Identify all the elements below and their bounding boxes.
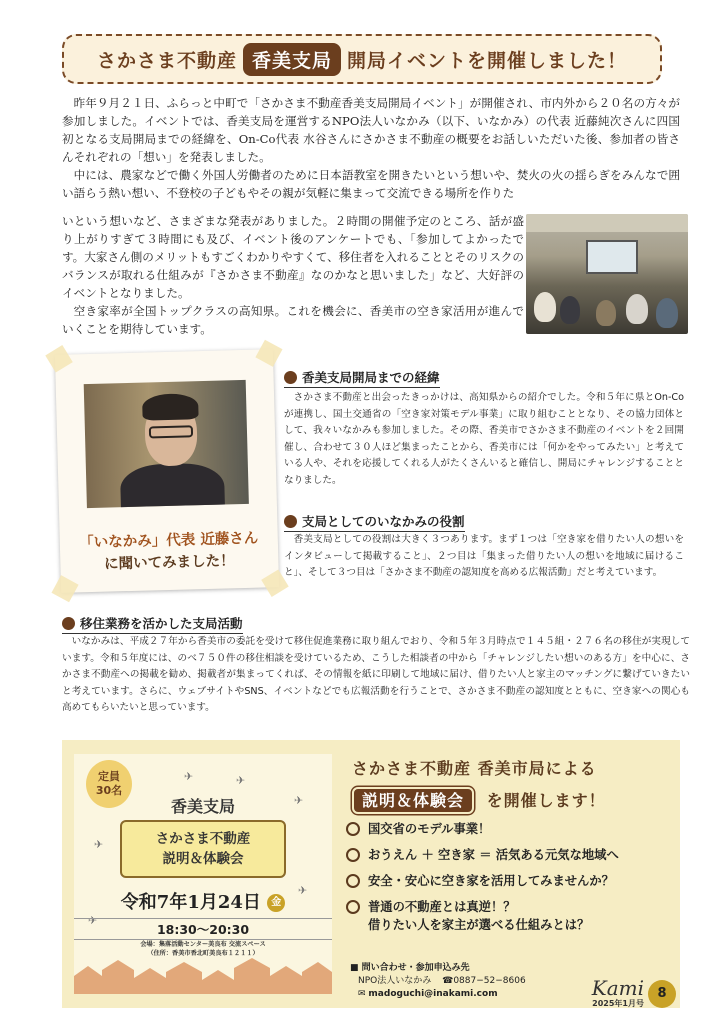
flyer-date xyxy=(74,888,332,914)
flyer-venue-line1: 会場：集落活動センター美良布 交流スペース xyxy=(140,941,266,948)
section1-heading xyxy=(284,368,440,388)
tape-corner xyxy=(255,340,282,367)
page-number: 8 xyxy=(648,980,676,1008)
portrait-caption-line1: 「いなかみ」代表 近藤さん xyxy=(79,530,259,552)
event-announcement-box xyxy=(62,740,680,1008)
title-banner xyxy=(62,34,662,84)
bird-icon: ✈ xyxy=(236,774,246,787)
bird-icon: ✈ xyxy=(88,914,98,927)
intro-paragraph-1: 昨年９月２１日、ふらっと中町で「さかさま不動産香美支局開局イベント」が開催され、市内外から２０名の方々が参加しました。イベントでは、香美支局を運営するNPO法人いなかみ（以下、いなかみ）の代表 近藤純次さんに四国初となる支局開局までの経緯を、On-Co代表 水谷さんにさかさま不動産の概要をお話しいただいた後、参加者の皆さんそれぞれの「想い」を発表しました。 xyxy=(62,96,680,164)
bullet-dot-icon xyxy=(284,371,297,384)
tape-corner xyxy=(45,345,73,373)
list-item: 安全・安心に空き家を活用してみませんか？ xyxy=(346,872,676,890)
cta-title-suffix: を開催します！ xyxy=(486,791,606,810)
intro-article-wrap xyxy=(62,212,524,338)
contact-heading: ■ 問い合わせ・参加申込み先 xyxy=(350,963,470,973)
portrait-glasses xyxy=(149,425,193,438)
flyer-panel-line2: 説明＆体験会 xyxy=(162,851,244,867)
flyer-panel-line1: さかさま不動産 xyxy=(155,831,251,847)
photo-projector-screen xyxy=(586,240,638,274)
portrait-body xyxy=(120,463,226,509)
circle-bullet-icon xyxy=(346,900,360,914)
tape-corner xyxy=(51,575,78,602)
flyer-weekday: 金 xyxy=(267,894,285,912)
section3-heading-text: 移住業務を活かした支局活動 xyxy=(80,616,243,631)
section1-heading-text: 香美支局開局までの経緯 xyxy=(302,370,440,385)
capacity-label: 定員 xyxy=(98,770,120,783)
event-flyer xyxy=(74,754,332,994)
section2-body xyxy=(284,532,684,582)
title-highlight: 香美支局 xyxy=(243,43,341,76)
circle-bullet-icon xyxy=(346,874,360,888)
portrait-hair xyxy=(142,393,199,420)
bullet-dot-icon xyxy=(62,617,75,630)
bird-icon: ✈ xyxy=(184,770,194,783)
section3-body xyxy=(62,634,690,717)
bird-icon: ✈ xyxy=(298,884,308,897)
list-item: 普通の不動産とは真逆！？ 借りたい人を家主が選べる仕組みとは？ xyxy=(346,898,676,934)
portrait-caption-line2: に聞いてみました！ xyxy=(103,553,235,573)
section2-paragraph: 香美支局としての役割は大きく３つあります。まず１つは「空き家を借りたい人の想いをインタビューして掲載すること」、２つ目は「集まった借りたい人の想いを地域に届けること」、そして３つ目は「さかさま不動産の認知度を高める広報活動」だと考えています。 xyxy=(284,534,684,579)
photo-person xyxy=(596,300,616,326)
cta-title-line1: さかさま不動産 香美市局による xyxy=(352,759,597,778)
photo-person xyxy=(626,294,648,324)
flyer-time: 18:30〜20:30 xyxy=(74,918,332,940)
section3-heading xyxy=(62,614,243,634)
intro-paragraph-2a: 中には、農家などで働く外国人労働者のために日本語教室を開きたいという想いや、焚火の火の揺らぎをみんなで囲い語らう熱い想い、不登校の子どもやその親が気軽に集まって交流できる場所を作りた xyxy=(62,168,680,200)
flyer-venue-line2: （住所：香美市香北町美良布１２１１） xyxy=(147,950,259,957)
photo-person xyxy=(656,298,678,328)
section1-body xyxy=(284,390,684,490)
portrait-photo xyxy=(84,380,249,508)
contact-phone: ☎0887−52−8606 xyxy=(442,976,526,986)
cta-title-highlight: 説明＆体験会 xyxy=(352,787,474,814)
magazine-name: Kami xyxy=(591,976,644,1000)
photo-person xyxy=(560,296,580,324)
bird-icon: ✈ xyxy=(294,794,304,807)
contact-info xyxy=(350,962,526,1001)
bird-icon: ✈ xyxy=(94,838,104,851)
circle-bullet-icon xyxy=(346,848,360,862)
houses-illustration xyxy=(74,954,332,994)
flyer-title-panel xyxy=(120,820,286,878)
magazine-issue: 2025年1月号 xyxy=(592,999,644,1008)
contact-email[interactable]: madoguchi@inakami.com xyxy=(368,989,498,999)
list-item: 国交省のモデル事業！ xyxy=(346,820,676,838)
cta-feature-list xyxy=(346,820,676,942)
circle-bullet-icon xyxy=(346,822,360,836)
magazine-logo xyxy=(564,978,644,1009)
photo-person xyxy=(534,292,556,322)
portrait-caption xyxy=(70,527,269,576)
section1-paragraph: さかさま不動産と出会ったきっかけは、高知県からの紹介でした。令和５年に県とOn-Coが連携し、国土交通省の「空き家対策モデル事業」に取り組むこととなり、その協力団体として、我々いなかみも参加しました。その際、香美市でさかさま不動産のイベントを２回開催し、合わせて３０人ほど集まったことから、香美市には「何かをやってみたい」と考えている人や、それを応援してくれる人がたくさんいると確信し、開局にチャレンジすることとなりました。 xyxy=(284,392,684,486)
list-item: おうえん ＋ 空き家 ＝ 活気ある元気な地域へ xyxy=(346,846,676,864)
title-prefix: さかさま不動産 xyxy=(96,49,237,72)
capacity-value: 30名 xyxy=(95,784,123,797)
event-photo xyxy=(526,214,688,334)
section2-heading xyxy=(284,512,465,532)
mail-icon: ✉ xyxy=(358,989,366,999)
portrait-card xyxy=(55,349,279,593)
section2-heading-text: 支局としてのいなかみの役割 xyxy=(302,514,465,529)
intro-paragraph-2b: いという想いなど、さまざまな発表がありました。２時間の開催予定のところ、話が盛り上がりすぎて３時間にも及び、イベント後のアンケートでも、「参加してよかったです。大家さん側のメリットもすごくわかりやすくて、移住者を入れることとそのリスクのバランスが取れる仕組みが『さかさま不動産』なのかなと思いました」など、大好評のイベントとなりました。 xyxy=(62,214,524,300)
flyer-branch: 香美支局 xyxy=(170,797,235,816)
bullet-dot-icon xyxy=(284,515,297,528)
title-suffix: 開局イベントを開催しました！ xyxy=(347,49,628,72)
flyer-date-text: 令和7年1月24日 xyxy=(120,892,261,913)
contact-org: NPO法人いなかみ xyxy=(358,976,432,986)
section3-paragraph: いなかみは、平成２７年から香美市の委託を受けて移住促進業務に取り組んでおり、令和５年３月時点で１４５組・２７６名の移住が実現しています。令和５年度には、のべ７５０件の移住相談を受けているため、こうした相談者の中から「チャレンジしたい想いのある方」を中心に、さかさま不動産への掲載を勧め、掲載者が集まってくれば、その情報を紙に印刷して地域に届け、借りたい人と家主のマッチングに繋げていきたいと考えています。さらに、ウェブサイトやSNS、イベントなどでも広報活動を行うことで、さかさま不動産の認知度とともに、空き家への関心も高めてもらいたいと思っています。 xyxy=(62,636,690,714)
cta-title xyxy=(352,756,672,814)
intro-article-top xyxy=(62,94,680,202)
photo-ceiling xyxy=(526,214,688,232)
intro-paragraph-3: 空き家率が全国トップクラスの高知県。これを機会に、香美市の空き家活用が進んでいくことを期待しています。 xyxy=(62,304,524,336)
